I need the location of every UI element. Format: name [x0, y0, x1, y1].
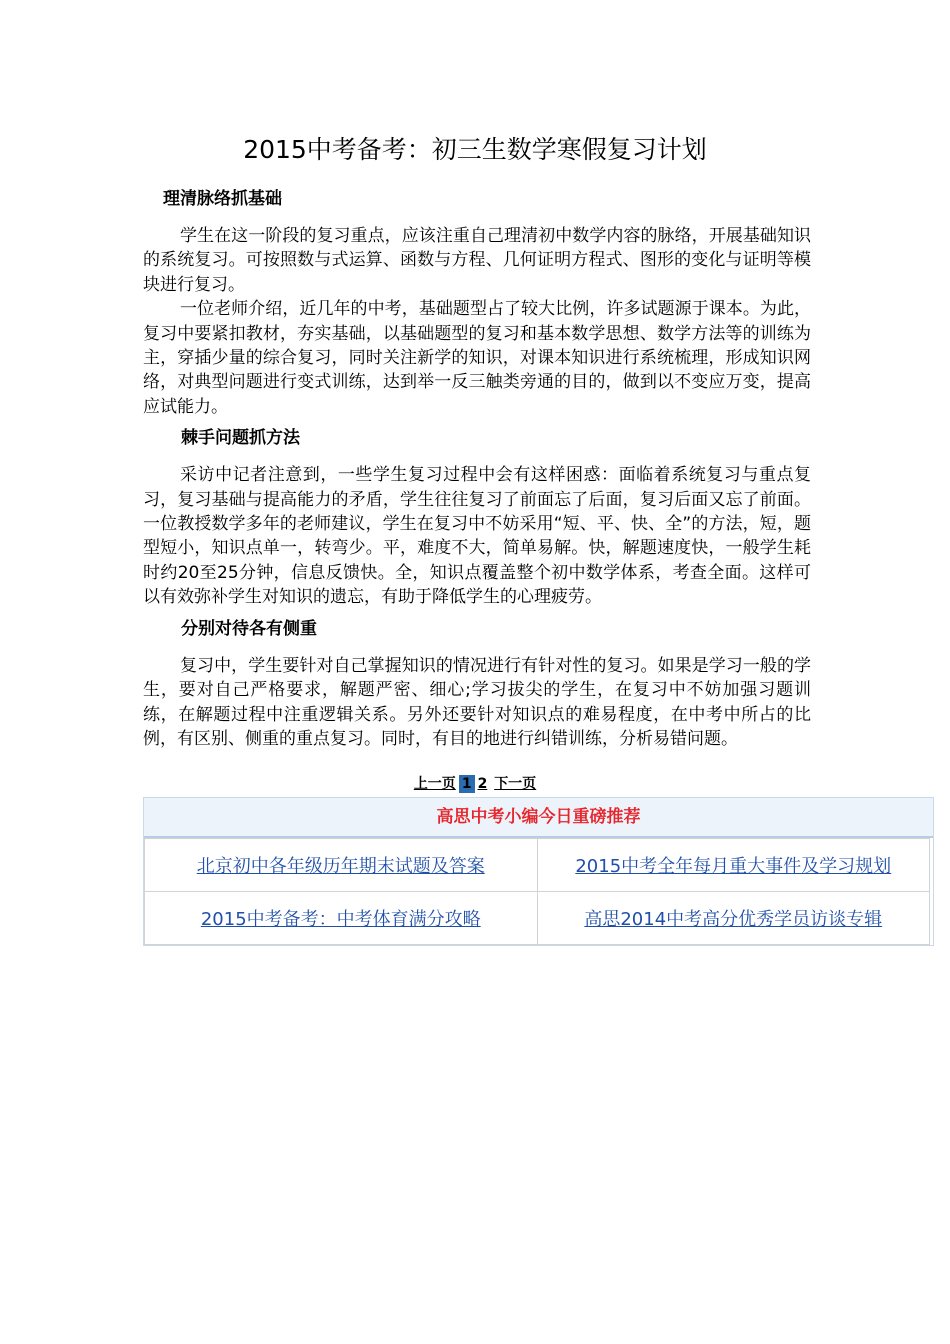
recommend-link-events[interactable]: 2015中考全年每月重大事件及学习规划 — [575, 856, 892, 877]
paragraph: 采访中记者注意到，一些学生复习过程中会有这样困惑：面临着系统复习与重点复习，复习基础与提高能力的矛盾，学生往往复习了前面忘了后面，复习后面又忘了前面。一位教授数学多年的老师建议，学生在复习中不妨采用“短、平、快、全”的方法，短，题型短小，知识点单一，转弯少。平，难度不大，简单易解。快，解题速度快，一般学生耗时约20至25分钟，信息反馈快。全，知识点覆盖整个初中数学体系，考查全面。这样可以有效弥补学生对知识的遗忘，有助于降低学生的心理疲劳。 — [143, 465, 811, 608]
paragraph: 复习中，学生要针对自己掌握知识的情况进行有针对性的复习。如果是学习一般的学生，要对自己严格要求，解题严密、细心;学习拔尖的学生，在复习中不妨加强习题训练，在解题过程中注重逻辑关系。另外还要针对知识点的难易程度，在中考中所占的比例，有区别、侧重的重点复习。同时，有目的地进行纠错训练，分析易错问题。 — [143, 655, 811, 749]
page-2-link[interactable]: 2 — [477, 776, 488, 792]
prev-page-link[interactable]: 上一页 — [413, 776, 456, 792]
recommend-link-pe[interactable]: 2015中考备考：中考体育满分攻略 — [200, 909, 481, 930]
recommend-link-interviews[interactable]: 高思2014中考高分优秀学员访谈专辑 — [584, 909, 883, 930]
recommend-cell — [145, 892, 538, 945]
section-heading-focus: 分别对待各有侧重 — [181, 618, 317, 639]
recommend-links-table — [144, 838, 930, 945]
paragraph: 学生在这一阶段的复习重点，应该注重自己理清初中数学内容的脉络，开展基础知识的系统复习。可按照数与式运算、函数与方程、几何证明方程式、图形的变化与证明等模块进行复习。 — [143, 226, 811, 295]
section-heading-methods: 棘手问题抓方法 — [181, 428, 300, 449]
current-page-indicator: 1 — [459, 775, 475, 793]
pagination — [0, 774, 950, 794]
paragraph: 一位老师介绍，近几年的中考，基础题型占了较大比例，许多试题源于课本。为此，复习中要紧扣教材，夯实基础，以基础题型的复习和基本数学思想、数学方法等的训练为主，穿插少量的综合复习，同时关注新学的知识，对课本知识进行系统梳理，形成知识网络，对典型问题进行变式训练，达到举一反三触类旁通的目的，做到以不变应万变，提高应试能力。 — [143, 299, 811, 417]
recommend-cell — [537, 839, 930, 892]
recommend-cell — [537, 892, 930, 945]
section-heading-basics: 理清脉络抓基础 — [163, 189, 282, 209]
recommend-cell — [145, 839, 538, 892]
article-body — [143, 184, 811, 751]
next-page-link[interactable]: 下一页 — [494, 776, 537, 792]
recommend-header: 高思中考小编今日重磅推荐 — [144, 798, 933, 838]
page-title: 2015中考备考：初三生数学寒假复习计划 — [243, 135, 707, 164]
recommend-link-exams[interactable]: 北京初中各年级历年期末试题及答案 — [196, 856, 485, 877]
recommend-box — [143, 797, 934, 946]
